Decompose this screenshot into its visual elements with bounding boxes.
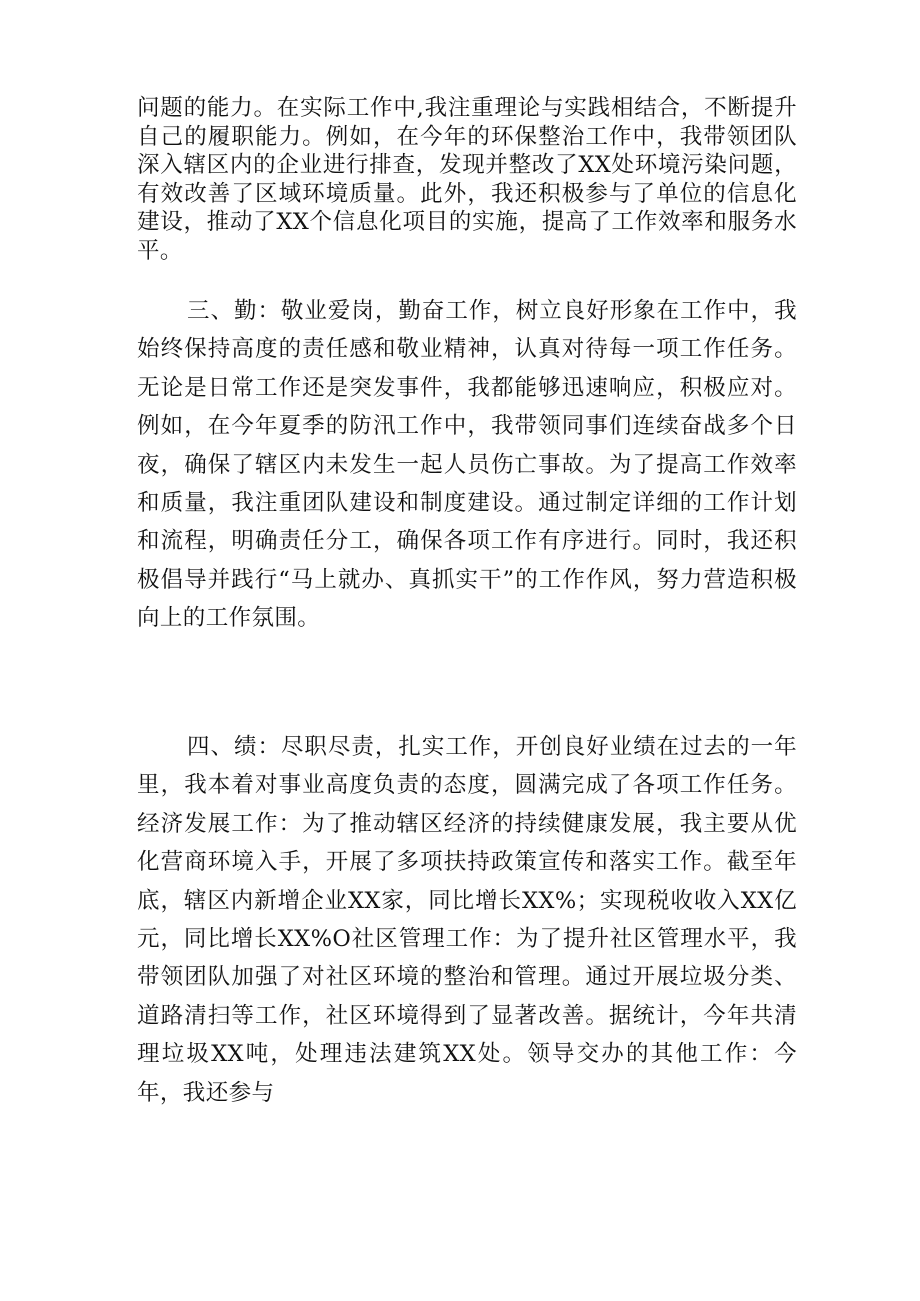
paragraph-section-three-diligence: 三、勤：敬业爱岗，勤奋工作，树立良好形象在工作中，我始终保持高度的责任感和敬业精神，认真对待每一项工作任务。无论是日常工作还是突发事件，我都能够迅速响应，积极应对。例如，在今年夏季的防汛工作中，我带领同事们连续奋战多个日夜，确保了辖区内未发生一起人员伤亡事故。为了提高工作效率和质量，我注重团队建设和制度建设。通过制定详细的工作计划和流程，明确责任分工，确保各项工作有序进行。同时，我还积极倡导并践行“马上就办、真抓实干”的工作作风，努力营造积极向上的工作氛围。 [137, 298, 797, 632]
paragraph-continuation: 问题的能力。在实际工作中,我注重理论与实践相结合，不断提升自己的履职能力。例如，在今年的环保整治工作中，我带领团队深入辖区内的企业进行排查，发现并整改了XX处环境污染问题，有效改善了区域环境质量。此外，我还积极参与了单位的信息化建设，推动了XX个信息化项目的实施，提高了工作效率和服务水平。 [137, 95, 797, 264]
paragraph-section-four-performance: 四、绩：尽职尽责，扎实工作，开创良好业绩在过去的一年里，我本着对事业高度负责的态度，圆满完成了各项工作任务。经济发展工作：为了推动辖区经济的持续健康发展，我主要从优化营商环境入手，开展了多项扶持政策宣传和落实工作。截至年底，辖区内新增企业XX家，同比增长XX%；实现税收收入XX亿元，同比增长XX%O社区管理工作：为了提升社区管理水平，我带领团队加强了对社区环境的整治和管理。通过开展垃圾分类、道路清扫等工作，社区环境得到了显著改善。据统计，今年共清理垃圾XX吨，处理违法建筑XX处。领导交办的其他工作：今年，我还参与 [137, 734, 797, 1106]
